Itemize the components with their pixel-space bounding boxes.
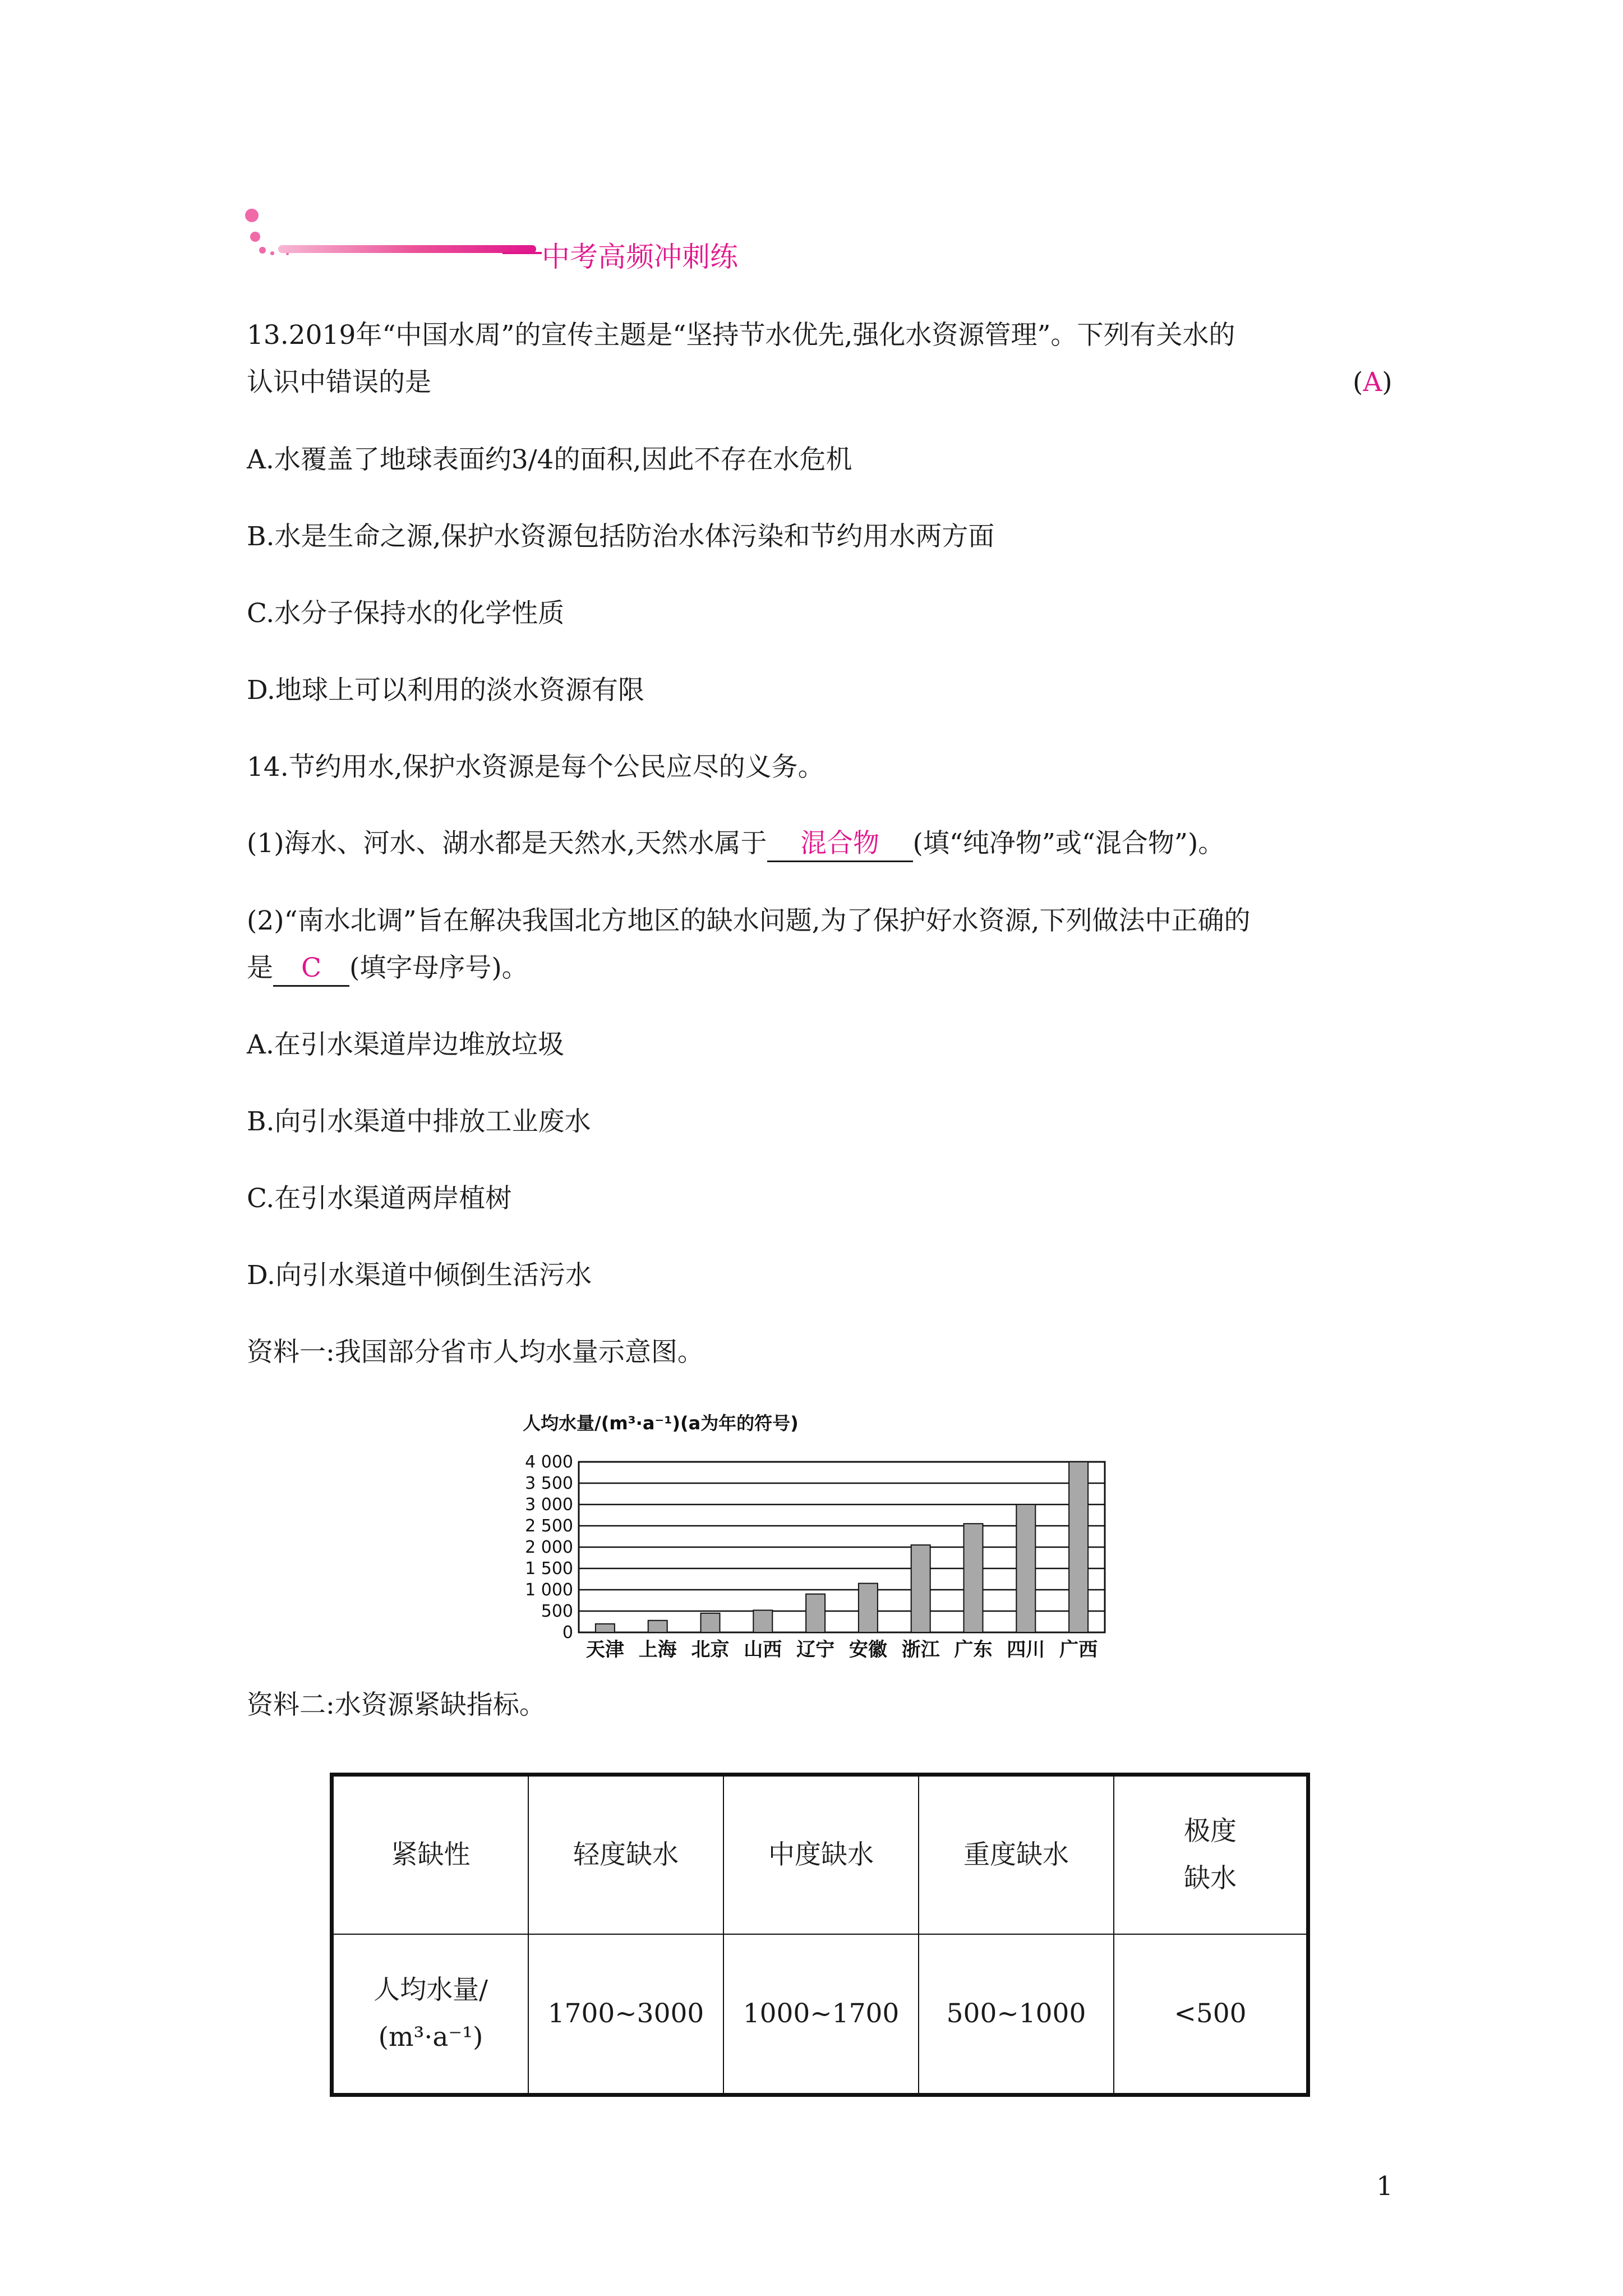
chart-x-tick-label: 浙江 — [901, 1639, 940, 1661]
q14-part2-answer: C — [301, 953, 321, 983]
header-dot-tiny — [270, 251, 274, 255]
q14-part2-hint: (填字母序号)。 — [349, 953, 528, 983]
table-header-severe: 重度缺水 — [919, 1777, 1114, 1935]
table-header-extreme — [1114, 1777, 1306, 1935]
table-header-extreme-line2: 缺水 — [1184, 1863, 1237, 1894]
chart-y-tick-label: 2 000 — [525, 1538, 573, 1557]
q13-option-b: B.水是生命之源,保护水资源包括防治水体污染和节约用水两方面 — [247, 521, 995, 552]
chart-bar — [806, 1594, 825, 1632]
q14-part2-line2 — [247, 951, 528, 987]
q13-option-a: A.水覆盖了地球表面约3/4的面积,因此不存在水危机 — [247, 444, 852, 475]
table-cell-mild: 1700~3000 — [529, 1935, 724, 2093]
q13-bracket-close: ) — [1382, 367, 1393, 398]
header-decoration-line — [502, 252, 542, 254]
chart-bar — [648, 1621, 667, 1632]
q13-option-c: C.水分子保持水的化学性质 — [247, 598, 565, 629]
header-dot-small — [259, 247, 266, 254]
q14-part1-hint: (填“纯净物”或“混合物”)。 — [912, 828, 1225, 859]
section-title: 中考高频冲刺练 — [542, 241, 738, 273]
header-decoration-bar — [278, 245, 536, 253]
chart-x-tick-label: 上海 — [638, 1639, 677, 1661]
chart-x-tick-label: 广西 — [1059, 1639, 1098, 1661]
chart-x-tick-label: 四川 — [1007, 1639, 1045, 1661]
chart-bar — [701, 1613, 720, 1632]
q14-option-c: C.在引水渠道两岸植树 — [247, 1183, 512, 1214]
table-cell-extreme: <500 — [1174, 1998, 1247, 2029]
chart-x-tick-label: 天津 — [585, 1639, 624, 1661]
q13-answer: A — [1363, 367, 1382, 398]
chart-bar — [859, 1584, 878, 1632]
chart-bar — [1069, 1462, 1088, 1632]
chart-y-tick-label: 4 000 — [525, 1452, 573, 1472]
table-header-scarcity: 紧缺性 — [334, 1777, 529, 1935]
water-per-capita-bar-chart — [516, 1408, 1127, 1672]
q13-option-d: D.地球上可以利用的淡水资源有限 — [247, 675, 644, 706]
q14-part2-line1: (2)“南水北调”旨在解决我国北方地区的缺水问题,为了保护好水资源,下列做法中正确的 — [247, 905, 1251, 936]
table-cell-moderate: 1000~1700 — [724, 1935, 919, 2093]
q14-option-d: D.向引水渠道中倾倒生活污水 — [247, 1260, 592, 1291]
material-2-caption: 资料二:水资源紧缺指标。 — [247, 1690, 546, 1720]
chart-bar — [964, 1524, 983, 1632]
water-scarcity-table — [330, 1773, 1310, 2097]
header-dot-large — [245, 209, 259, 222]
chart-y-tick-label: 1 000 — [525, 1580, 573, 1600]
table-cell-severe: 500~1000 — [919, 1935, 1114, 2093]
q14-part1 — [247, 827, 1224, 862]
table-row-label — [334, 1935, 529, 2093]
q14-part1-answer: 混合物 — [800, 828, 880, 859]
q14-option-b: B.向引水渠道中排放工业废水 — [247, 1106, 591, 1137]
chart-y-tick-label: 3 000 — [525, 1495, 573, 1515]
header-dot-medium — [250, 232, 260, 242]
q13-stem-line2: 认识中错误的是 — [247, 367, 431, 398]
chart-y-tick-label: 2 500 — [525, 1516, 573, 1536]
chart-y-tick-label: 3 500 — [525, 1474, 573, 1493]
chart-y-axis-label: 人均水量/(m³·a⁻¹)(a为年的符号) — [523, 1412, 799, 1434]
chart-x-tick-label: 北京 — [691, 1639, 730, 1661]
q13-answer-bracket — [1353, 366, 1393, 399]
chart-x-tick-label: 安徽 — [849, 1639, 887, 1661]
chart-x-tick-label: 广东 — [954, 1639, 993, 1661]
q13-stem-line1: 13.2019年“中国水周”的宣传主题是“坚持节水优先,强化水资源管理”。下列有关水的 — [247, 320, 1235, 351]
table-header-extreme-line1: 极度 — [1184, 1816, 1237, 1847]
chart-bar — [753, 1610, 772, 1632]
table-header-moderate: 中度缺水 — [724, 1777, 919, 1935]
q14-part1-blank — [767, 827, 913, 862]
q14-stem: 14.节约用水,保护水资源是每个公民应尽的义务。 — [247, 752, 824, 783]
chart-bar — [911, 1545, 930, 1632]
chart-y-tick-label: 0 — [562, 1623, 573, 1642]
table-row-label-line2: (m³·a⁻¹) — [378, 2022, 483, 2053]
q14-option-a: A.在引水渠道岸边堆放垃圾 — [247, 1029, 564, 1060]
chart-x-tick-label: 山西 — [744, 1639, 782, 1661]
q14-part1-text: (1)海水、河水、湖水都是天然水,天然水属于 — [247, 828, 767, 859]
page-number: 1 — [1376, 2171, 1393, 2202]
chart-y-tick-label: 500 — [541, 1602, 573, 1621]
q14-part2-text: 是 — [247, 953, 273, 983]
chart-x-tick-label: 辽宁 — [796, 1639, 835, 1661]
chart-y-tick-label: 1 500 — [525, 1559, 573, 1579]
q13-bracket-open: ( — [1353, 367, 1363, 398]
table-header-mild: 轻度缺水 — [529, 1777, 724, 1935]
chart-bar — [1016, 1504, 1035, 1632]
table-row-label-line1: 人均水量/ — [374, 1975, 488, 2005]
chart-bar — [596, 1624, 615, 1632]
material-1-caption: 资料一:我国部分省市人均水量示意图。 — [247, 1337, 704, 1368]
q14-part2-blank — [273, 951, 349, 987]
